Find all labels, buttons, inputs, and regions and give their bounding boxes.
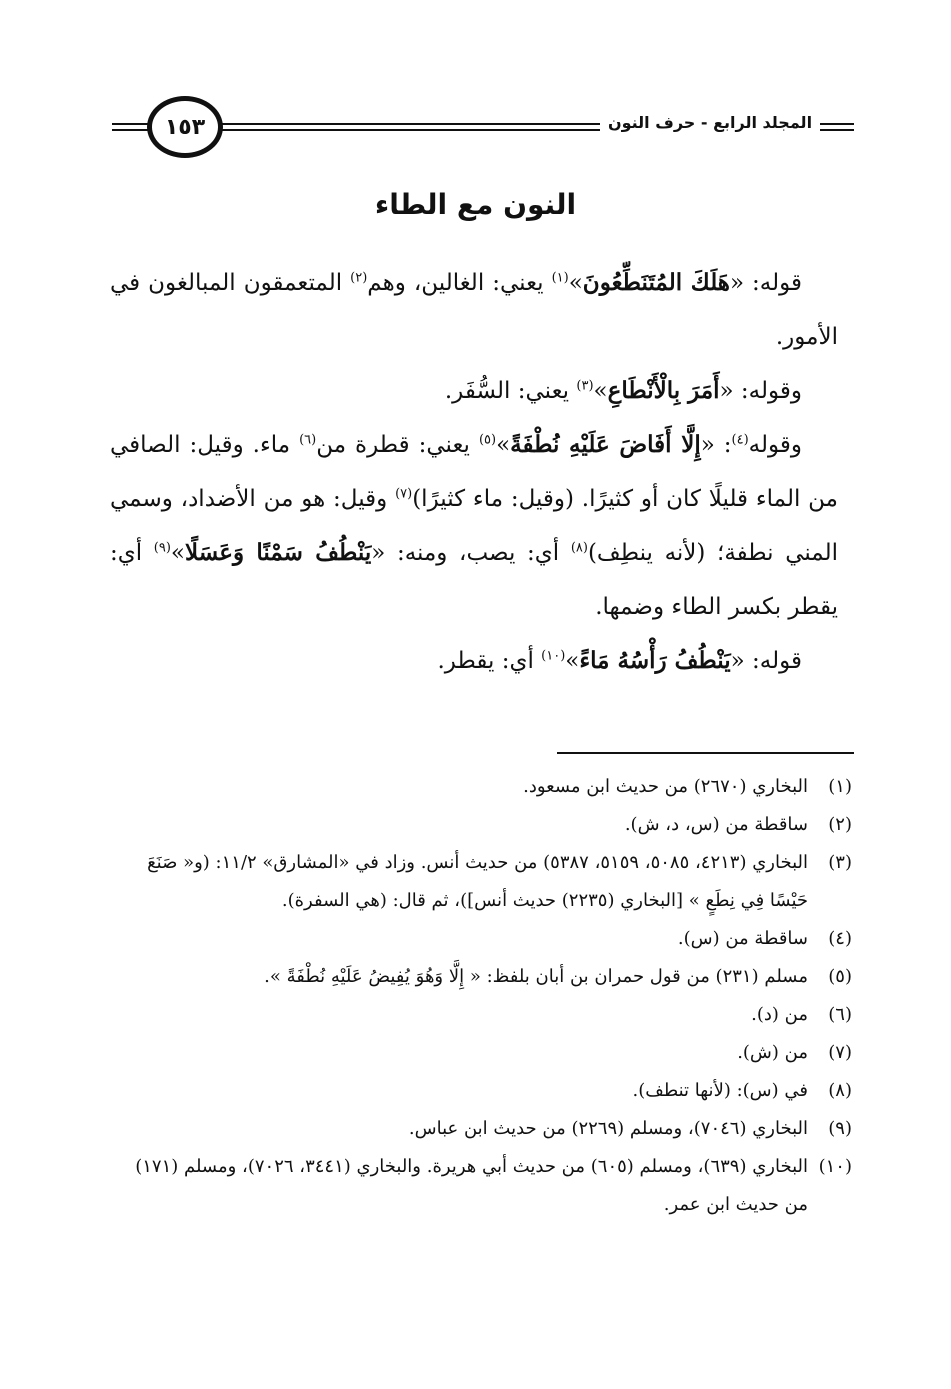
footnote <box>110 996 852 1034</box>
header-rule-middle <box>222 123 602 125</box>
footnote <box>110 768 852 806</box>
running-head: المجلد الرابع - حرف النون <box>600 113 820 132</box>
footnote-text: من (د). <box>751 1004 808 1025</box>
hadith-quote: أَمَرَ بِالْأَنْطَاعِ <box>607 377 720 404</box>
footnote-ref[interactable]: (٧) <box>395 486 413 502</box>
hadith-quote: يَنْطُفُ سَمْنًا وَعَسَلًا <box>185 539 372 566</box>
footnote-number: (٢) <box>828 814 852 835</box>
header-rule-right <box>820 123 854 125</box>
section-title: النون مع الطاء <box>374 188 577 221</box>
footnote-ref[interactable]: (٣) <box>576 378 594 394</box>
footnote-ref[interactable]: (١٠) <box>541 648 566 664</box>
footnote-number: (٨) <box>828 1080 852 1101</box>
footnote-text: البخاري (٧٠٤٦)، ومسلم (٢٢٦٩) من حديث ابن عباس. <box>408 1118 808 1139</box>
header-rule-middle-2 <box>222 129 602 131</box>
footnote-ref[interactable]: (٨) <box>570 540 588 556</box>
footnote-number: (٩) <box>828 1118 852 1139</box>
footnote-number: (٣) <box>828 852 852 873</box>
page-number: ١٥٣ <box>147 96 223 158</box>
footnote <box>110 1072 852 1110</box>
footnote-text: من (ش). <box>737 1042 808 1063</box>
footnote <box>110 844 852 920</box>
header-rule-right-2 <box>820 129 854 131</box>
footnote-number: (٧) <box>828 1042 852 1063</box>
footnote-text: ساقطة من (س، د، ش). <box>624 814 808 835</box>
paragraph: قوله: «يَنْطُفُ رَأْسُهُ مَاءً»$^{(١٠)}$ أي: يقطر. <box>437 647 802 674</box>
footnote-ref[interactable]: (٥) <box>478 432 497 448</box>
footnote-number: (١) <box>828 776 852 797</box>
footnote-text: مسلم (٢٣١) من قول حمران بن أبان بلفظ: « إِلَّا وَهُوَ يُفِيضُ عَلَيْهِ نُطْفَةً ». <box>264 966 808 987</box>
footnote-number: (١٠) <box>818 1156 852 1177</box>
footnote-text: في (س): (لأنها تنطف). <box>632 1080 808 1101</box>
footnote-number: (٤) <box>828 928 852 949</box>
footnotes <box>110 768 852 1224</box>
footnote <box>110 1148 852 1224</box>
footnote-divider <box>557 752 854 754</box>
footnote-ref[interactable]: (١) <box>551 270 569 286</box>
footnote <box>110 1110 852 1148</box>
footnote <box>110 958 852 996</box>
header-rule-left <box>112 123 148 125</box>
footnote-text: ساقطة من (س). <box>677 928 808 949</box>
footnote-text: البخاري (٤٢١٣، ٥٠٨٥، ٥١٥٩، ٥٣٨٧) من حديث أنس. وزاد في «المشارق» ١١/٢: (و« صَنَعَ حَيْسًا فِي نِطَعٍ » [البخاري (٢٢٣٥) حديث أنس])، ثم قال: (هي السفرة). <box>147 852 808 911</box>
hadith-quote: إِلَّا أَفَاضَ عَلَيْهِ نُطْفَةً <box>510 431 701 458</box>
footnote-ref[interactable]: (٩) <box>153 540 171 556</box>
footnote-ref[interactable]: (٢) <box>350 270 368 286</box>
footnote <box>110 1034 852 1072</box>
footnote-number: (٥) <box>828 966 852 987</box>
hadith-quote: يَنْطُفُ رَأْسُهُ مَاءً <box>579 647 731 674</box>
footnote-text: البخاري (٦٣٩)، ومسلم (٦٠٥) من حديث أبي هريرة. والبخاري (٣٤٤١، ٧٠٢٦)، ومسلم (١٧١) من حديث ابن عمر. <box>135 1156 808 1215</box>
footnote-text: البخاري (٢٦٧٠) من حديث ابن مسعود. <box>523 776 808 797</box>
footnote-ref[interactable]: (٦) <box>299 432 317 448</box>
footnote-number: (٦) <box>828 1004 852 1025</box>
footnote <box>110 920 852 958</box>
body-text <box>110 256 838 688</box>
paragraph: قوله: «هَلَكَ المُتَنَطِّعُونَ»$^{(١)}$ يعني: الغالين، وهم$^{(٢)}$ المتعمقون المبالغون في الأمور. <box>110 269 838 350</box>
hadith-quote: هَلَكَ المُتَنَطِّعُونَ <box>582 269 730 296</box>
footnote-ref[interactable]: (٤) <box>731 432 749 448</box>
paragraph: وقوله$^{(٤)}$: «إِلَّا أَفَاضَ عَلَيْهِ نُطْفَةً»$^{(٥)}$ يعني: قطرة من$^{(٦)}$ ماء. وقيل: الصافي من الماء قليلًا كان أو كثيرًا. (وقيل: ماء كثيرًا)$^{(٧)}$ وقيل: هو من الأضداد، وسمي المني نطفة؛ (لأنه ينطِف)$^{(٨)}$ أي: يصب، ومنه: «يَنْطُفُ سَمْنًا وَعَسَلًا»$^{(٩)}$ أي: يقطر بكسر الطاء وضمها. <box>110 431 839 620</box>
paragraph: وقوله: «أَمَرَ بِالْأَنْطَاعِ»$^{(٣)}$ يعني: السُّفَر. <box>444 377 802 404</box>
header-rule-left-2 <box>112 129 148 131</box>
footnote <box>110 806 852 844</box>
